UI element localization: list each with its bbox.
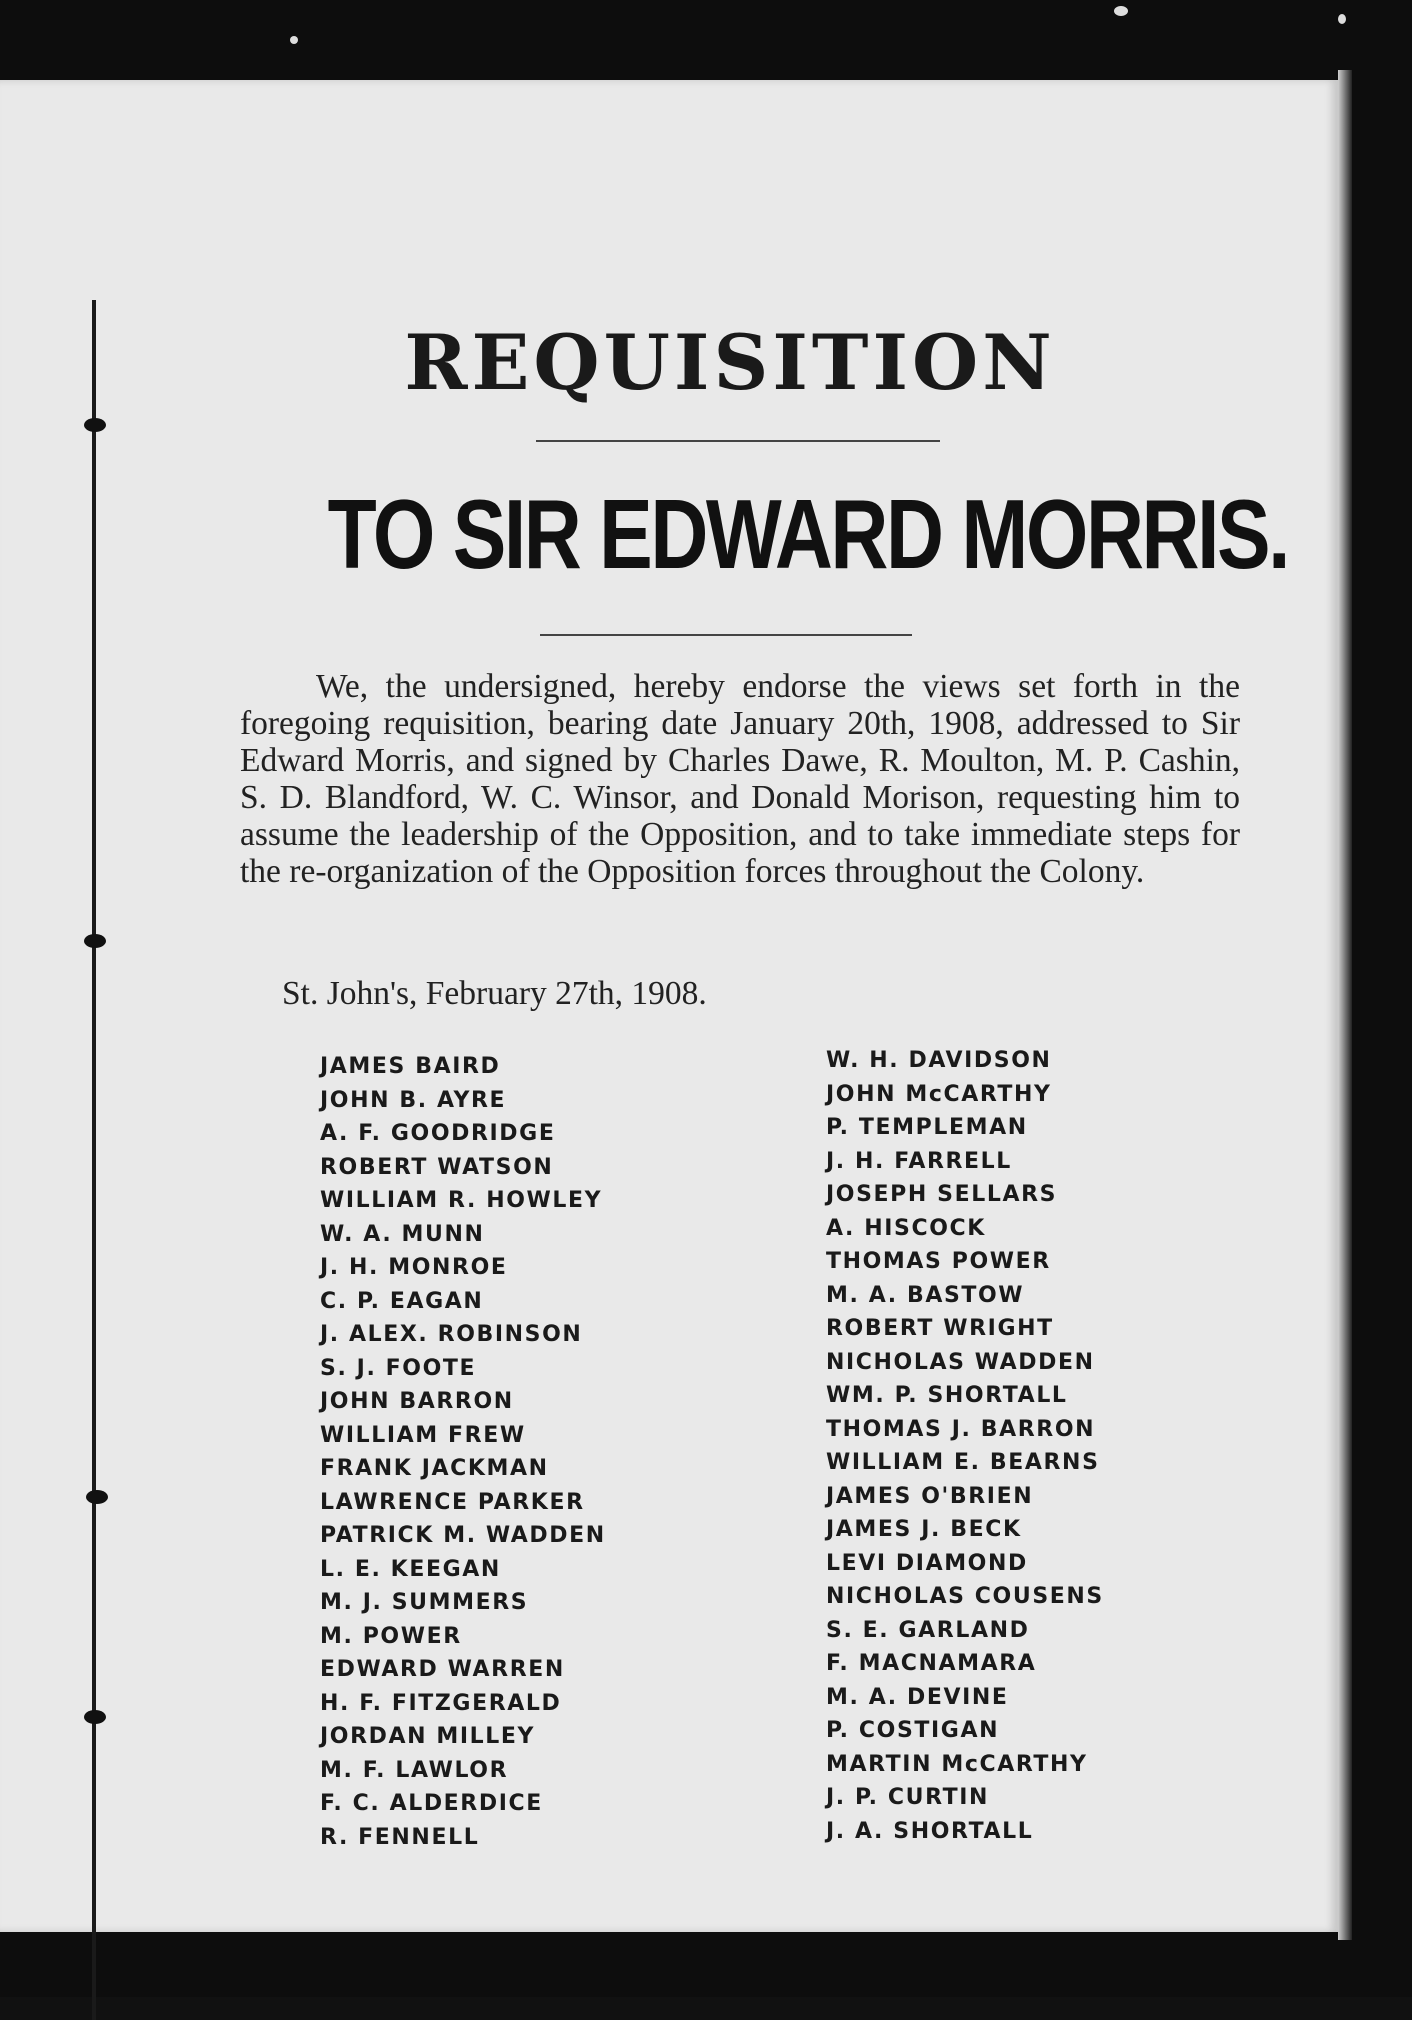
- scan-speck: [1338, 14, 1346, 24]
- signatory-name: S. J. FOOTE: [320, 1355, 477, 1381]
- signatory-name: R. FENNELL: [320, 1824, 480, 1850]
- signatory-name: WILLIAM E. BEARNS: [826, 1450, 1100, 1475]
- title-divider: [536, 440, 940, 442]
- signatory-name: WILLIAM R. HOWLEY: [320, 1188, 603, 1213]
- signatory-name: W. A. MUNN: [320, 1221, 485, 1247]
- signatory-name: NICHOLAS COUSENS: [826, 1584, 1104, 1609]
- endorsement-paragraph: We, the undersigned, hereby endorse the views set forth in the foregoing requisition, bearing date January 20th, 1908, addressed to Sir Edward Morris, and signed by Charles Dawe, R. Moulton, M. P. Cashin, S. D. Blandford, W. C. Winsor, and Donald Morison, requesting him to assume the leadership of the Opposition, and to take immediate steps for the re-organization of the Opposition forces throughout the Colony.: [240, 668, 1240, 890]
- scan-speck: [290, 36, 298, 44]
- signatory-name: S. E. GARLAND: [826, 1617, 1030, 1643]
- signatory-name: A. F. GOODRIDGE: [320, 1121, 556, 1146]
- binding-knot: [86, 1490, 108, 1504]
- signatory-name: C. P. EAGAN: [320, 1288, 484, 1314]
- document-subtitle: TO SIR EDWARD MORRIS.: [327, 479, 1288, 589]
- subtitle-divider: [540, 634, 912, 636]
- signatory-name: H. F. FITZGERALD: [320, 1690, 562, 1716]
- signatory-name: FRANK JACKMAN: [320, 1456, 549, 1481]
- signatory-name: JOHN BARRON: [320, 1389, 514, 1414]
- signatory-name: MARTIN McCARTHY: [826, 1751, 1088, 1777]
- signatory-list-right: [826, 1044, 1104, 1848]
- signatory-name: A. HISCOCK: [826, 1215, 986, 1241]
- signatory-name: ROBERT WATSON: [320, 1154, 554, 1180]
- signatory-name: JOSEPH SELLARS: [826, 1182, 1058, 1207]
- signatory-name: F. C. ALDERDICE: [320, 1791, 543, 1816]
- signatory-name: J. A. SHORTALL: [826, 1818, 1034, 1844]
- signatory-name: THOMAS POWER: [826, 1249, 1051, 1274]
- signatory-name: JAMES BAIRD: [320, 1054, 501, 1079]
- signatory-name: M. A. DEVINE: [826, 1684, 1009, 1710]
- signatory-name: P. TEMPLEMAN: [826, 1115, 1028, 1140]
- signatory-name: JAMES O'BRIEN: [826, 1483, 1034, 1509]
- signatory-name: J. H. FARRELL: [826, 1148, 1012, 1174]
- signatory-name: EDWARD WARREN: [320, 1657, 565, 1682]
- signatory-name: M. J. SUMMERS: [320, 1590, 529, 1615]
- signatory-name: ROBERT WRIGHT: [826, 1316, 1054, 1341]
- signatory-name: THOMAS J. BARRON: [826, 1416, 1096, 1442]
- signatory-name: WILLIAM FREW: [320, 1422, 526, 1448]
- binding-thread: [92, 300, 96, 2020]
- binding-knot: [84, 1710, 106, 1724]
- binding-knot: [84, 934, 106, 948]
- document-title: REQUISITION: [404, 318, 1056, 407]
- signatory-name: M. A. BASTOW: [826, 1282, 1025, 1308]
- signatory-name: LAWRENCE PARKER: [320, 1489, 585, 1515]
- signatory-name: JOHN B. AYRE: [320, 1087, 507, 1113]
- signatory-name: L. E. KEEGAN: [320, 1556, 501, 1582]
- signatory-name: F. MACNAMARA: [826, 1651, 1037, 1676]
- signatory-name: NICHOLAS WADDEN: [826, 1349, 1095, 1375]
- dateline: St. John's, February 27th, 1908.: [282, 975, 707, 1012]
- signatory-name: J. ALEX. ROBINSON: [320, 1322, 583, 1347]
- signatory-name: WM. P. SHORTALL: [826, 1383, 1068, 1408]
- signatory-name: PATRICK M. WADDEN: [320, 1523, 606, 1548]
- signatory-name: J. P. CURTIN: [826, 1785, 990, 1810]
- binding-knot: [84, 418, 106, 432]
- signatory-name: JOHN McCARTHY: [826, 1081, 1052, 1107]
- signatory-name: LEVI DIAMOND: [826, 1550, 1028, 1576]
- signatory-name: JORDAN MILLEY: [320, 1724, 536, 1749]
- signatory-name: M. F. LAWLOR: [320, 1757, 509, 1783]
- signatory-name: M. POWER: [320, 1623, 462, 1649]
- signatory-name: JAMES J. BECK: [826, 1517, 1022, 1542]
- signatory-name: J. H. MONROE: [320, 1255, 508, 1280]
- signatory-name: P. COSTIGAN: [826, 1718, 1000, 1743]
- signatory-list-left: [320, 1050, 606, 1854]
- scan-speck: [1114, 6, 1128, 16]
- signatory-name: W. H. DAVIDSON: [826, 1048, 1052, 1073]
